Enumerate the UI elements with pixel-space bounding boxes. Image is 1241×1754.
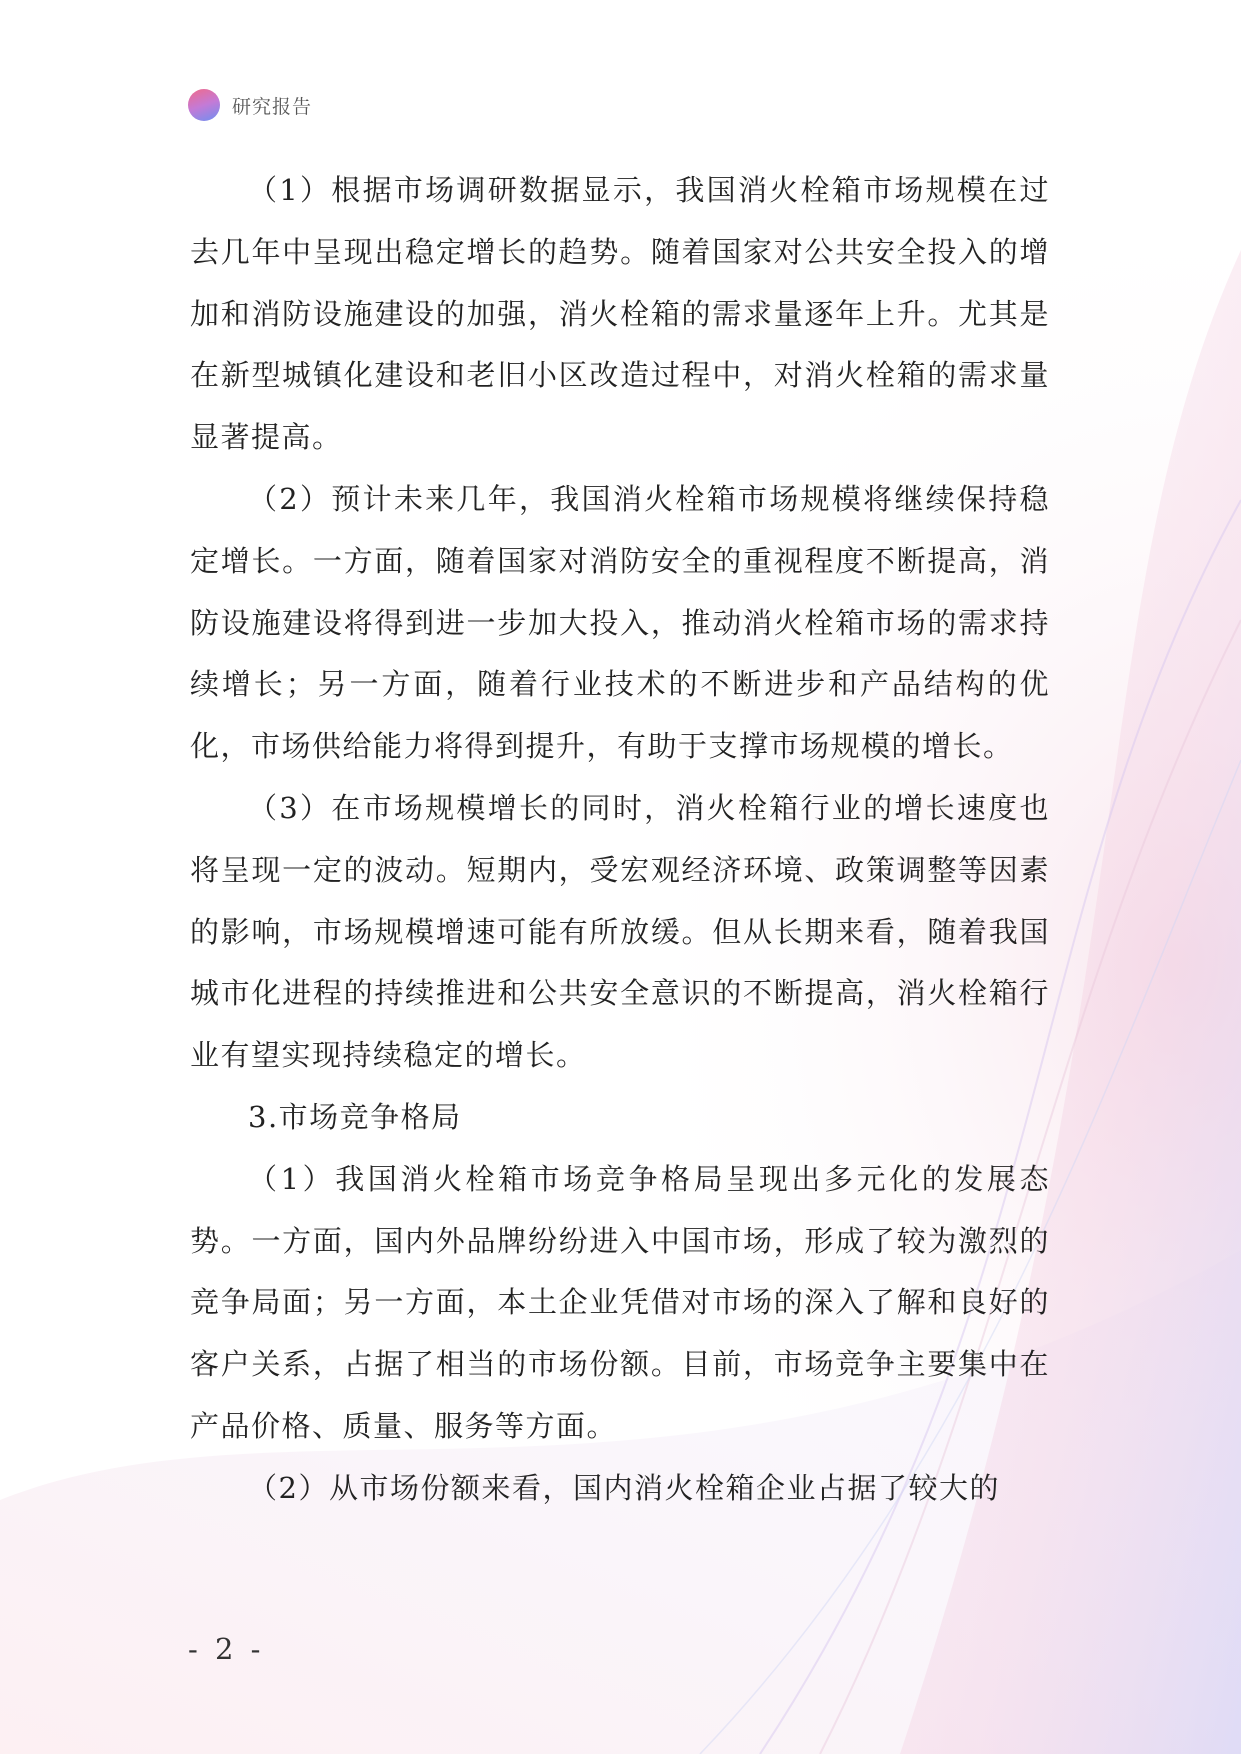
paragraph-market-size-1: （1）根据市场调研数据显示，我国消火栓箱市场规模在过去几年中呈现出稳定增长的趋势。随着国家对公共安全投入的增加和消防设施建设的加强，消火栓箱的需求量逐年上升。尤其是在新型城镇化建设和老旧小区改造过程中，对消火栓箱的需求量显著提高。 bbox=[190, 173, 1050, 455]
header-label: 研究报告 bbox=[232, 95, 313, 118]
paragraph-market-size-3: （3）在市场规模增长的同时，消火栓箱行业的增长速度也将呈现一定的波动。短期内，受宏观经济环境、政策调整等因素的影响，市场规模增速可能有所放缓。但从长期来看，随着我国城市化进程的持续推进和公共安全意识的不断提高，消火栓箱行业有望实现持续稳定的增长。 bbox=[190, 790, 1050, 1073]
paragraph-market-size-2: （2）预计未来几年，我国消火栓箱市场规模将继续保持稳定增长。一方面，随着国家对消防安全的重视程度不断提高，消防设施建设将得到进一步加大投入，推动消火栓箱市场的需求持续增长；另一方面，随着行业技术的不断进步和产品结构的优化，市场供给能力将得到提升，有助于支撑市场规模的增长。 bbox=[190, 481, 1050, 764]
report-header bbox=[188, 88, 312, 122]
section-heading-competition: 3.市场竞争格局 bbox=[248, 1099, 462, 1134]
paragraph-competition-1: （1）我国消火栓箱市场竞争格局呈现出多元化的发展态势。一方面，国内外品牌纷纷进入中国市场，形成了较为激烈的竞争局面；另一方面，本土企业凭借对市场的深入了解和良好的客户关系，占据了相当的市场份额。目前，市场竞争主要集中在产品价格、质量、服务等方面。 bbox=[190, 1161, 1050, 1443]
document-body bbox=[190, 160, 1050, 1520]
paragraph-competition-2: （2）从市场份额来看，国内消火栓箱企业占据了较大的 bbox=[248, 1470, 1000, 1505]
logo-circle-icon bbox=[188, 89, 220, 121]
page-number: - 2 - bbox=[188, 1632, 265, 1666]
